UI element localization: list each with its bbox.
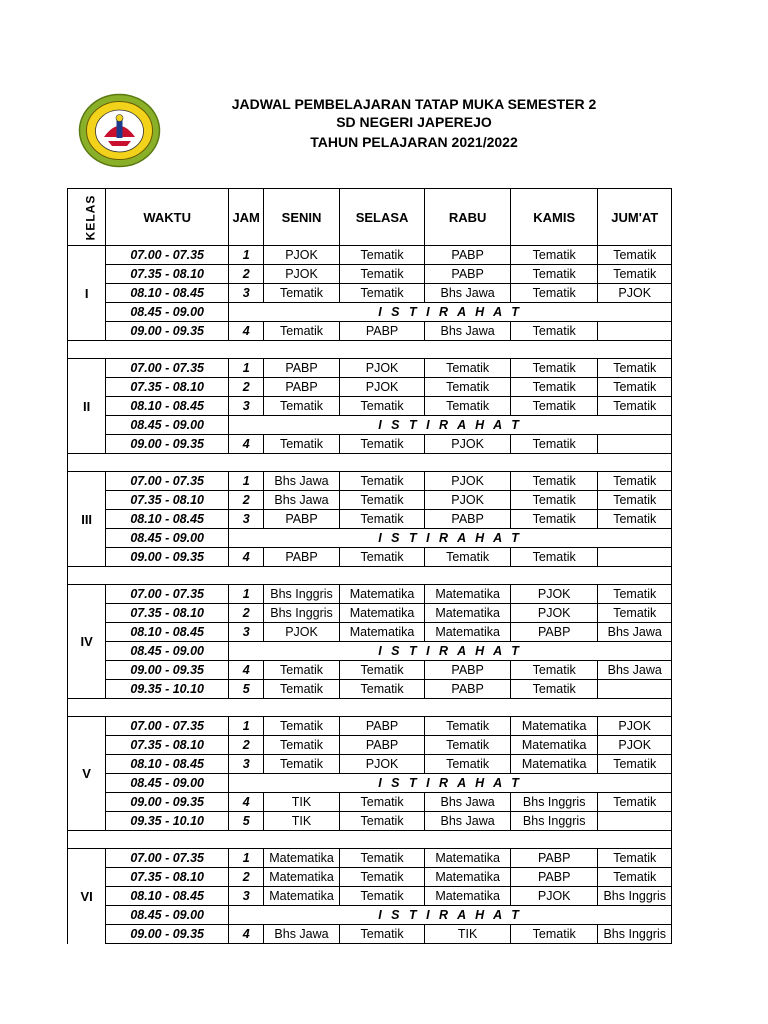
time-cell: 08.10 - 08.45 bbox=[106, 755, 229, 774]
table-row bbox=[68, 680, 672, 699]
table-row bbox=[68, 868, 672, 887]
subject-cell bbox=[598, 322, 672, 341]
subject-cell: Tematik bbox=[339, 246, 425, 265]
table-row bbox=[68, 397, 672, 416]
subject-cell: Tematik bbox=[425, 397, 511, 416]
jam-cell: 2 bbox=[229, 868, 264, 887]
time-cell: 07.00 - 07.35 bbox=[106, 246, 229, 265]
table-row bbox=[68, 491, 672, 510]
subject-cell: Tematik bbox=[264, 435, 340, 454]
time-cell: 09.00 - 09.35 bbox=[106, 925, 229, 944]
subject-cell: Bhs Jawa bbox=[264, 925, 340, 944]
time-cell: 08.45 - 09.00 bbox=[106, 774, 229, 793]
subject-cell: Matematika bbox=[264, 868, 340, 887]
time-cell: 08.45 - 09.00 bbox=[106, 906, 229, 925]
subject-cell: Tematik bbox=[264, 397, 340, 416]
subject-cell: PABP bbox=[510, 623, 598, 642]
spacer-row bbox=[68, 831, 672, 849]
subject-cell: Tematik bbox=[510, 680, 598, 699]
subject-cell: PJOK bbox=[425, 491, 511, 510]
table-row bbox=[68, 284, 672, 303]
header-kelas: KELAS bbox=[68, 189, 106, 246]
jam-cell: 1 bbox=[229, 585, 264, 604]
jam-cell: 1 bbox=[229, 849, 264, 868]
subject-cell: PJOK bbox=[510, 887, 598, 906]
table-row bbox=[68, 585, 672, 604]
header-rabu: RABU bbox=[425, 189, 511, 246]
subject-cell: PABP bbox=[510, 868, 598, 887]
subject-cell bbox=[598, 435, 672, 454]
subject-cell: Tematik bbox=[598, 868, 672, 887]
header-jam: JAM bbox=[229, 189, 264, 246]
subject-cell: Bhs Inggris bbox=[598, 925, 672, 944]
subject-cell: Bhs Jawa bbox=[425, 812, 511, 831]
subject-cell: PABP bbox=[425, 680, 511, 699]
subject-cell: Tematik bbox=[339, 812, 425, 831]
header-jumat: JUM'AT bbox=[598, 189, 672, 246]
subject-cell: Tematik bbox=[425, 717, 511, 736]
break-row bbox=[68, 906, 672, 925]
subject-cell bbox=[598, 680, 672, 699]
subject-cell: PJOK bbox=[339, 755, 425, 774]
subject-cell: Tematik bbox=[510, 435, 598, 454]
header-kamis: KAMIS bbox=[510, 189, 598, 246]
jam-cell: 2 bbox=[229, 736, 264, 755]
jam-cell: 4 bbox=[229, 548, 264, 567]
time-cell: 08.10 - 08.45 bbox=[106, 623, 229, 642]
break-label: I S T I R A H A T bbox=[229, 416, 672, 435]
subject-cell: Tematik bbox=[339, 887, 425, 906]
spacer-row bbox=[68, 454, 672, 472]
time-cell: 07.00 - 07.35 bbox=[106, 359, 229, 378]
subject-cell: Matematika bbox=[264, 849, 340, 868]
jam-cell: 3 bbox=[229, 755, 264, 774]
subject-cell: Tematik bbox=[339, 849, 425, 868]
subject-cell: Tematik bbox=[510, 548, 598, 567]
subject-cell: Bhs Jawa bbox=[264, 491, 340, 510]
table-row bbox=[68, 604, 672, 623]
subject-cell: Tematik bbox=[510, 322, 598, 341]
time-cell: 07.35 - 08.10 bbox=[106, 491, 229, 510]
spacer-row bbox=[68, 699, 672, 717]
subject-cell: Bhs Jawa bbox=[598, 623, 672, 642]
subject-cell: PJOK bbox=[264, 246, 340, 265]
subject-cell: PABP bbox=[425, 246, 511, 265]
subject-cell: PJOK bbox=[339, 378, 425, 397]
subject-cell: Tematik bbox=[510, 284, 598, 303]
subject-cell: Tematik bbox=[264, 717, 340, 736]
subject-cell: TIK bbox=[425, 925, 511, 944]
subject-cell: PJOK bbox=[598, 284, 672, 303]
break-row bbox=[68, 642, 672, 661]
header-senin: SENIN bbox=[264, 189, 340, 246]
jam-cell: 4 bbox=[229, 925, 264, 944]
subject-cell: TIK bbox=[264, 793, 340, 812]
jam-cell: 1 bbox=[229, 246, 264, 265]
subject-cell: Matematika bbox=[425, 623, 511, 642]
time-cell: 09.35 - 10.10 bbox=[106, 812, 229, 831]
subject-cell: Matematika bbox=[425, 849, 511, 868]
spacer-row bbox=[68, 567, 672, 585]
table-row bbox=[68, 378, 672, 397]
subject-cell: Tematik bbox=[598, 604, 672, 623]
subject-cell: Tematik bbox=[264, 322, 340, 341]
time-cell: 09.00 - 09.35 bbox=[106, 548, 229, 567]
subject-cell: Tematik bbox=[339, 397, 425, 416]
subject-cell: Tematik bbox=[339, 510, 425, 529]
jam-cell: 1 bbox=[229, 359, 264, 378]
time-cell: 09.00 - 09.35 bbox=[106, 435, 229, 454]
subject-cell: Tematik bbox=[510, 246, 598, 265]
subject-cell: Tematik bbox=[598, 472, 672, 491]
subject-cell: Tematik bbox=[264, 284, 340, 303]
subject-cell: Bhs Jawa bbox=[425, 284, 511, 303]
subject-cell: Matematika bbox=[510, 717, 598, 736]
jam-cell: 3 bbox=[229, 397, 264, 416]
time-cell: 07.35 - 08.10 bbox=[106, 604, 229, 623]
subject-cell: Tematik bbox=[598, 265, 672, 284]
subject-cell: Tematik bbox=[598, 397, 672, 416]
subject-cell: Tematik bbox=[425, 378, 511, 397]
subject-cell: PABP bbox=[510, 849, 598, 868]
table-row bbox=[68, 812, 672, 831]
table-row bbox=[68, 661, 672, 680]
subject-cell: PABP bbox=[425, 661, 511, 680]
subject-cell: Tematik bbox=[339, 472, 425, 491]
subject-cell: Matematika bbox=[510, 736, 598, 755]
subject-cell: Matematika bbox=[339, 623, 425, 642]
subject-cell: Tematik bbox=[264, 755, 340, 774]
subject-cell: PJOK bbox=[264, 623, 340, 642]
subject-cell: PABP bbox=[425, 265, 511, 284]
subject-cell: Tematik bbox=[598, 510, 672, 529]
break-label: I S T I R A H A T bbox=[229, 642, 672, 661]
jam-cell: 4 bbox=[229, 435, 264, 454]
subject-cell: PABP bbox=[264, 378, 340, 397]
subject-cell: Tematik bbox=[339, 868, 425, 887]
break-label: I S T I R A H A T bbox=[229, 774, 672, 793]
subject-cell: Tematik bbox=[598, 359, 672, 378]
subject-cell: Matematika bbox=[510, 755, 598, 774]
header-selasa: SELASA bbox=[339, 189, 425, 246]
subject-cell: Tematik bbox=[425, 736, 511, 755]
title-line-3: TAHUN PELAJARAN 2021/2022 bbox=[310, 134, 518, 150]
subject-cell: PJOK bbox=[510, 604, 598, 623]
class-label: V bbox=[68, 717, 106, 831]
time-cell: 09.35 - 10.10 bbox=[106, 680, 229, 699]
time-cell: 08.45 - 09.00 bbox=[106, 529, 229, 548]
time-cell: 08.10 - 08.45 bbox=[106, 887, 229, 906]
table-row bbox=[68, 359, 672, 378]
jam-cell: 5 bbox=[229, 680, 264, 699]
subject-cell: Tematik bbox=[339, 680, 425, 699]
break-label: I S T I R A H A T bbox=[229, 906, 672, 925]
time-cell: 08.45 - 09.00 bbox=[106, 642, 229, 661]
subject-cell: Tematik bbox=[510, 265, 598, 284]
jam-cell: 2 bbox=[229, 604, 264, 623]
subject-cell: Tematik bbox=[510, 472, 598, 491]
table-row bbox=[68, 793, 672, 812]
subject-cell: Tematik bbox=[598, 378, 672, 397]
break-row bbox=[68, 416, 672, 435]
subject-cell: PABP bbox=[425, 510, 511, 529]
subject-cell: Tematik bbox=[598, 585, 672, 604]
subject-cell: Tematik bbox=[510, 510, 598, 529]
subject-cell: PJOK bbox=[425, 435, 511, 454]
subject-cell: Tematik bbox=[264, 680, 340, 699]
time-cell: 09.00 - 09.35 bbox=[106, 793, 229, 812]
subject-cell: Matematika bbox=[425, 604, 511, 623]
subject-cell: TIK bbox=[264, 812, 340, 831]
subject-cell: Bhs Inggris bbox=[510, 793, 598, 812]
jam-cell: 1 bbox=[229, 717, 264, 736]
time-cell: 09.00 - 09.35 bbox=[106, 661, 229, 680]
class-label: IV bbox=[68, 585, 106, 699]
subject-cell bbox=[598, 812, 672, 831]
subject-cell: Tematik bbox=[425, 359, 511, 378]
time-cell: 08.45 - 09.00 bbox=[106, 416, 229, 435]
table-row bbox=[68, 736, 672, 755]
table-row bbox=[68, 510, 672, 529]
subject-cell: Matematika bbox=[425, 868, 511, 887]
time-cell: 07.00 - 07.35 bbox=[106, 585, 229, 604]
break-row bbox=[68, 529, 672, 548]
subject-cell: Tematik bbox=[510, 359, 598, 378]
subject-cell: Tematik bbox=[598, 793, 672, 812]
subject-cell: PJOK bbox=[510, 585, 598, 604]
subject-cell: Bhs Jawa bbox=[264, 472, 340, 491]
jam-cell: 5 bbox=[229, 812, 264, 831]
time-cell: 07.00 - 07.35 bbox=[106, 849, 229, 868]
subject-cell: Tematik bbox=[339, 661, 425, 680]
jam-cell: 3 bbox=[229, 623, 264, 642]
break-label: I S T I R A H A T bbox=[229, 303, 672, 322]
time-cell: 09.00 - 09.35 bbox=[106, 322, 229, 341]
subject-cell: Matematika bbox=[425, 887, 511, 906]
break-label: I S T I R A H A T bbox=[229, 529, 672, 548]
break-row bbox=[68, 774, 672, 793]
subject-cell: PJOK bbox=[598, 736, 672, 755]
title-line-1: JADWAL PEMBELAJARAN TATAP MUKA SEMESTER 2 bbox=[231, 96, 597, 112]
table-row bbox=[68, 925, 672, 944]
subject-cell: PJOK bbox=[264, 265, 340, 284]
spacer-row bbox=[68, 341, 672, 359]
class-label: I bbox=[68, 246, 106, 341]
subject-cell: Tematik bbox=[598, 491, 672, 510]
subject-cell: Tematik bbox=[339, 793, 425, 812]
table-row bbox=[68, 548, 672, 567]
subject-cell: Tematik bbox=[598, 246, 672, 265]
jam-cell: 3 bbox=[229, 510, 264, 529]
class-label: II bbox=[68, 359, 106, 454]
subject-cell: PJOK bbox=[425, 472, 511, 491]
subject-cell: Bhs Inggris bbox=[264, 604, 340, 623]
table-row bbox=[68, 265, 672, 284]
jam-cell: 3 bbox=[229, 284, 264, 303]
schedule-body bbox=[68, 246, 672, 944]
subject-cell: Tematik bbox=[339, 435, 425, 454]
time-cell: 07.00 - 07.35 bbox=[106, 717, 229, 736]
subject-cell: Matematika bbox=[339, 604, 425, 623]
table-row bbox=[68, 435, 672, 454]
jam-cell: 1 bbox=[229, 472, 264, 491]
subject-cell: Tematik bbox=[510, 397, 598, 416]
subject-cell: Bhs Jawa bbox=[425, 793, 511, 812]
schedule-table bbox=[67, 188, 672, 944]
time-cell: 08.10 - 08.45 bbox=[106, 510, 229, 529]
break-row bbox=[68, 303, 672, 322]
subject-cell: PJOK bbox=[598, 717, 672, 736]
table-row bbox=[68, 322, 672, 341]
header-waktu: WAKTU bbox=[106, 189, 229, 246]
table-row bbox=[68, 717, 672, 736]
subject-cell: Tematik bbox=[510, 661, 598, 680]
subject-cell: Tematik bbox=[598, 849, 672, 868]
jam-cell: 3 bbox=[229, 887, 264, 906]
subject-cell: Tematik bbox=[510, 925, 598, 944]
time-cell: 07.35 - 08.10 bbox=[106, 265, 229, 284]
subject-cell: Bhs Inggris bbox=[598, 887, 672, 906]
subject-cell: PABP bbox=[339, 322, 425, 341]
time-cell: 07.35 - 08.10 bbox=[106, 378, 229, 397]
time-cell: 08.10 - 08.45 bbox=[106, 284, 229, 303]
subject-cell: PABP bbox=[339, 736, 425, 755]
subject-cell: Bhs Jawa bbox=[598, 661, 672, 680]
subject-cell: PJOK bbox=[339, 359, 425, 378]
subject-cell: PABP bbox=[264, 359, 340, 378]
subject-cell: Tematik bbox=[339, 284, 425, 303]
subject-cell: Tematik bbox=[339, 265, 425, 284]
jam-cell: 2 bbox=[229, 491, 264, 510]
title-line-2: SD NEGERI JAPEREJO bbox=[336, 114, 492, 130]
subject-cell: Matematika bbox=[264, 887, 340, 906]
subject-cell: Tematik bbox=[510, 378, 598, 397]
subject-cell: Matematika bbox=[425, 585, 511, 604]
subject-cell: Tematik bbox=[339, 491, 425, 510]
subject-cell: Tematik bbox=[264, 661, 340, 680]
class-label: VI bbox=[68, 849, 106, 944]
subject-cell: Tematik bbox=[598, 755, 672, 774]
table-row bbox=[68, 246, 672, 265]
subject-cell: Bhs Jawa bbox=[425, 322, 511, 341]
table-row bbox=[68, 755, 672, 774]
subject-cell: PABP bbox=[264, 548, 340, 567]
subject-cell: Tematik bbox=[264, 736, 340, 755]
subject-cell: Tematik bbox=[425, 755, 511, 774]
table-row bbox=[68, 887, 672, 906]
subject-cell: Tematik bbox=[510, 491, 598, 510]
time-cell: 07.35 - 08.10 bbox=[106, 736, 229, 755]
jam-cell: 4 bbox=[229, 661, 264, 680]
table-row bbox=[68, 472, 672, 491]
subject-cell bbox=[598, 548, 672, 567]
jam-cell: 4 bbox=[229, 793, 264, 812]
jam-cell: 4 bbox=[229, 322, 264, 341]
table-row bbox=[68, 849, 672, 868]
table-row bbox=[68, 623, 672, 642]
class-label: III bbox=[68, 472, 106, 567]
school-logo bbox=[78, 93, 161, 168]
subject-cell: Tematik bbox=[425, 548, 511, 567]
time-cell: 07.35 - 08.10 bbox=[106, 868, 229, 887]
subject-cell: PABP bbox=[264, 510, 340, 529]
jam-cell: 2 bbox=[229, 265, 264, 284]
subject-cell: PABP bbox=[339, 717, 425, 736]
subject-cell: Tematik bbox=[339, 925, 425, 944]
subject-cell: Bhs Inggris bbox=[264, 585, 340, 604]
time-cell: 08.10 - 08.45 bbox=[106, 397, 229, 416]
time-cell: 07.00 - 07.35 bbox=[106, 472, 229, 491]
subject-cell: Bhs Inggris bbox=[510, 812, 598, 831]
time-cell: 08.45 - 09.00 bbox=[106, 303, 229, 322]
subject-cell: Matematika bbox=[339, 585, 425, 604]
subject-cell: Tematik bbox=[339, 548, 425, 567]
jam-cell: 2 bbox=[229, 378, 264, 397]
